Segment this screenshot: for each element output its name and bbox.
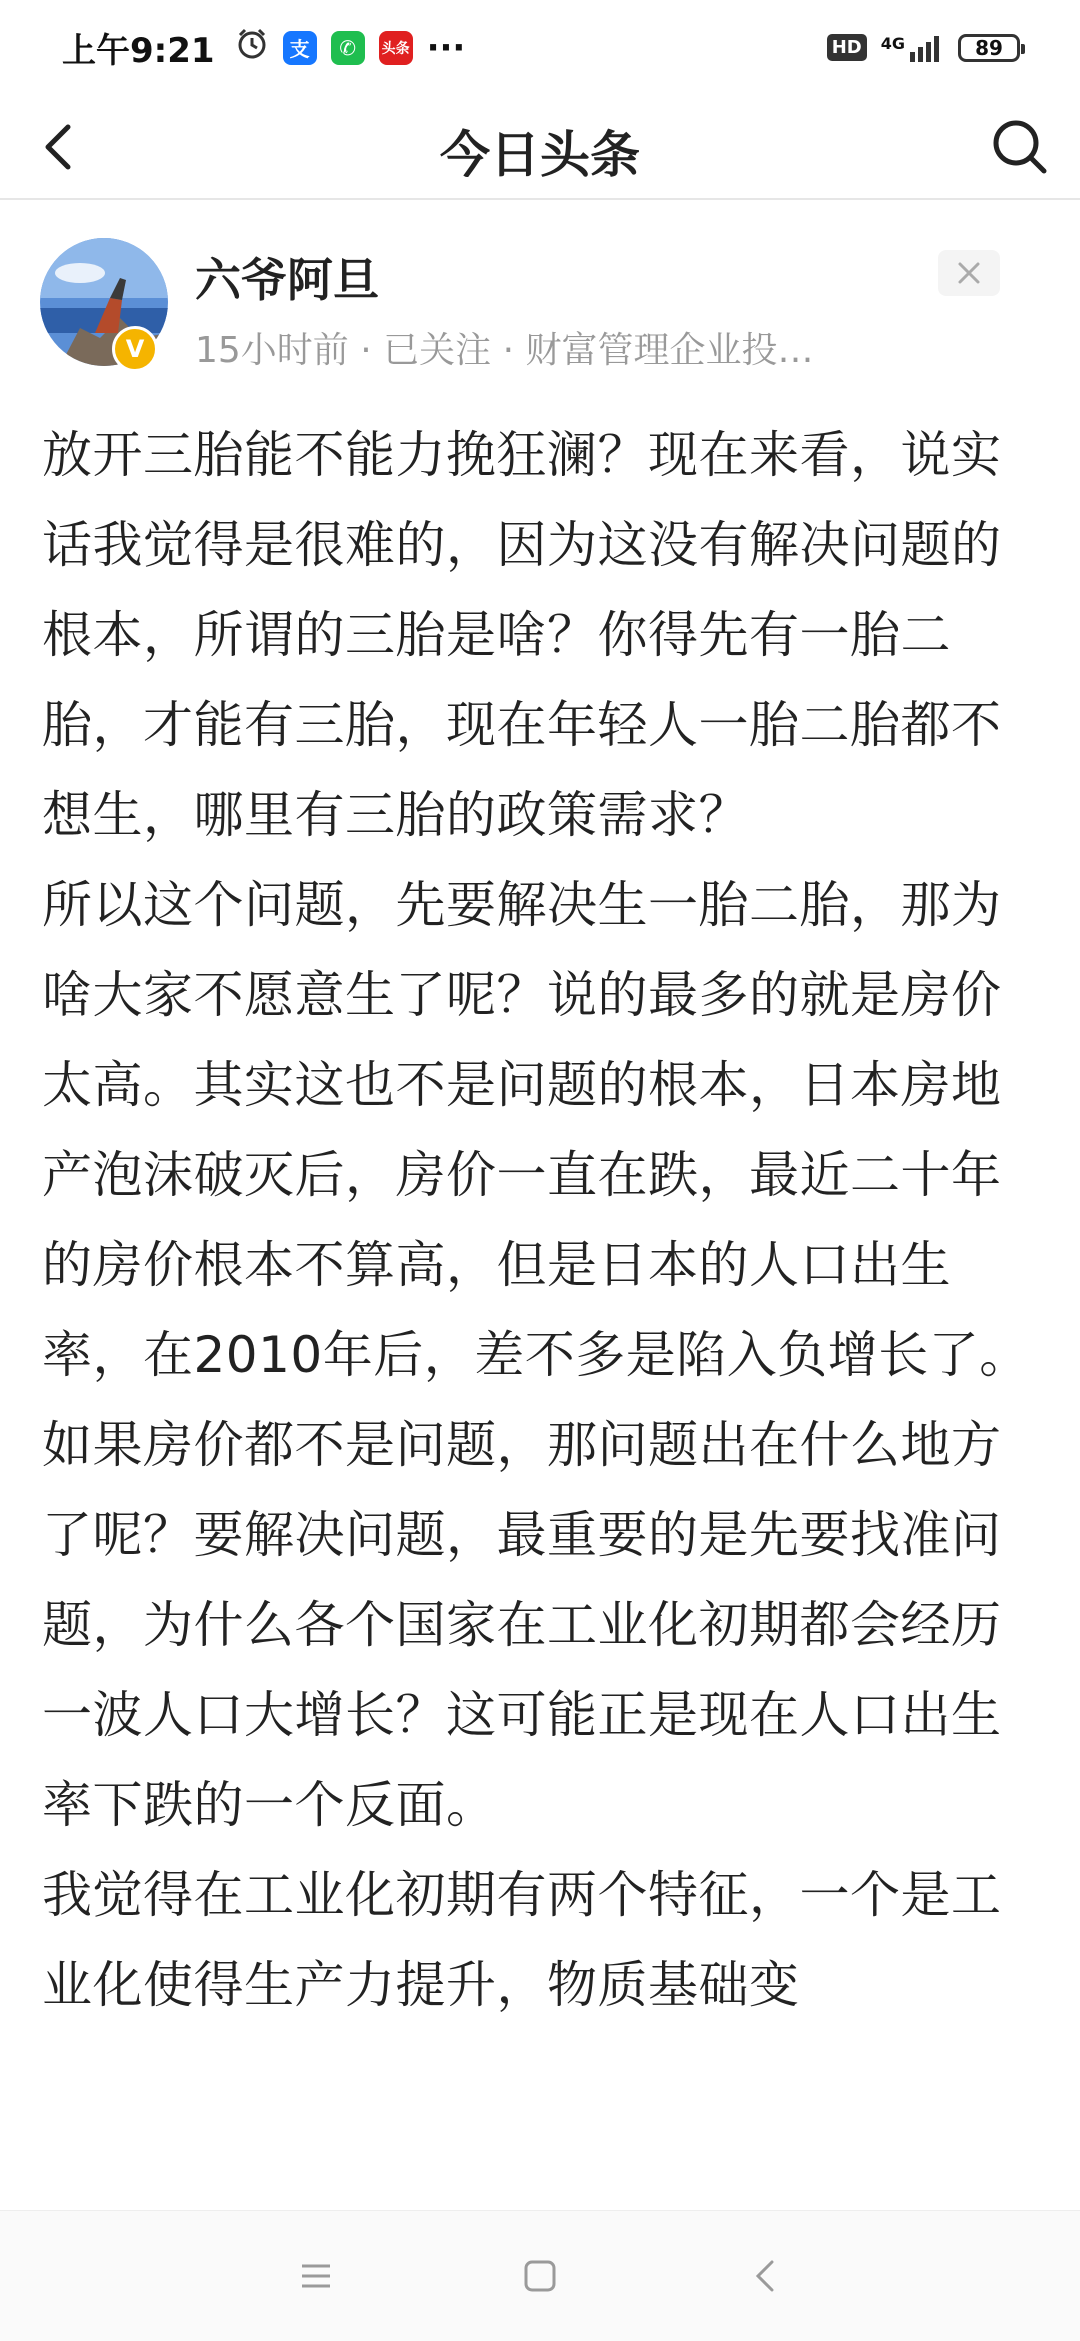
status-time: 上午9:21 <box>62 31 215 71</box>
more-notifications-icon: ··· <box>426 27 466 68</box>
verified-badge-icon: V <box>112 326 158 372</box>
network-type-label: 4G <box>880 33 905 53</box>
article-paragraph: 放开三胎能不能力挽狂澜？现在来看，说实话我觉得是很难的，因为这没有解决问题的根本，所谓的三胎是啥？你得先有一胎二胎，才能有三胎，现在年轻人一胎二胎都不想生，哪里有三胎的政策需求？ <box>42 426 1002 844</box>
article-paragraph: 如果房价都不是问题，那问题出在什么地方了呢？要解决问题，最重要的是先要找准问题，为什么各个国家在工业化初期都会经历一波人口大增长？这可能正是现在人口出生率下跌的一个反面。 <box>42 1416 1002 1834</box>
article-paragraph: 我觉得在工业化初期有两个特征，一个是工业化使得生产力提升，物质基础变 <box>42 1866 1002 2014</box>
menu-icon <box>296 2256 336 2296</box>
system-nav-bar <box>0 2210 1080 2341</box>
signal-icon <box>881 34 944 62</box>
toutiao-app-icon: 头条 <box>379 31 413 65</box>
battery-icon <box>958 34 1020 62</box>
dismiss-button[interactable] <box>938 250 1000 296</box>
status-right <box>827 34 1020 62</box>
close-icon <box>956 260 982 286</box>
author-meta: 15小时前 · 已关注 · 财富管理企业投… <box>195 330 814 371</box>
status-left <box>62 23 465 72</box>
battery-level: 89 <box>975 35 1003 60</box>
alipay-icon: 支 <box>283 31 317 65</box>
author-header <box>40 238 1040 371</box>
article-paragraph: 所以这个问题，先要解决生一胎二胎，那为啥大家不愿意生了呢？说的最多的就是房价太高。其实这也不是问题的根本，日本房地产泡沫破灭后，房价一直在跌，最近二十年的房价根本不算高，但是日本的人口出生率，在2010年后，差不多是陷入负增长了。 <box>42 876 1030 1384</box>
page-title: 今日头条 <box>440 126 640 184</box>
square-icon <box>520 2256 560 2296</box>
hd-badge: HD <box>827 34 867 61</box>
phone-app-icon: ✆ <box>331 31 365 65</box>
alarm-icon <box>235 27 269 69</box>
recent-apps-button[interactable] <box>296 2256 336 2296</box>
nav-bar <box>0 95 1080 200</box>
author-name[interactable]: 六爷阿旦 <box>195 253 379 307</box>
search-button[interactable] <box>988 115 1052 179</box>
article-body <box>42 410 1040 2210</box>
home-button[interactable] <box>520 2256 560 2296</box>
search-icon <box>988 115 1052 179</box>
system-back-button[interactable] <box>746 2256 786 2296</box>
chevron-left-icon <box>746 2256 786 2296</box>
status-bar <box>0 0 1080 95</box>
